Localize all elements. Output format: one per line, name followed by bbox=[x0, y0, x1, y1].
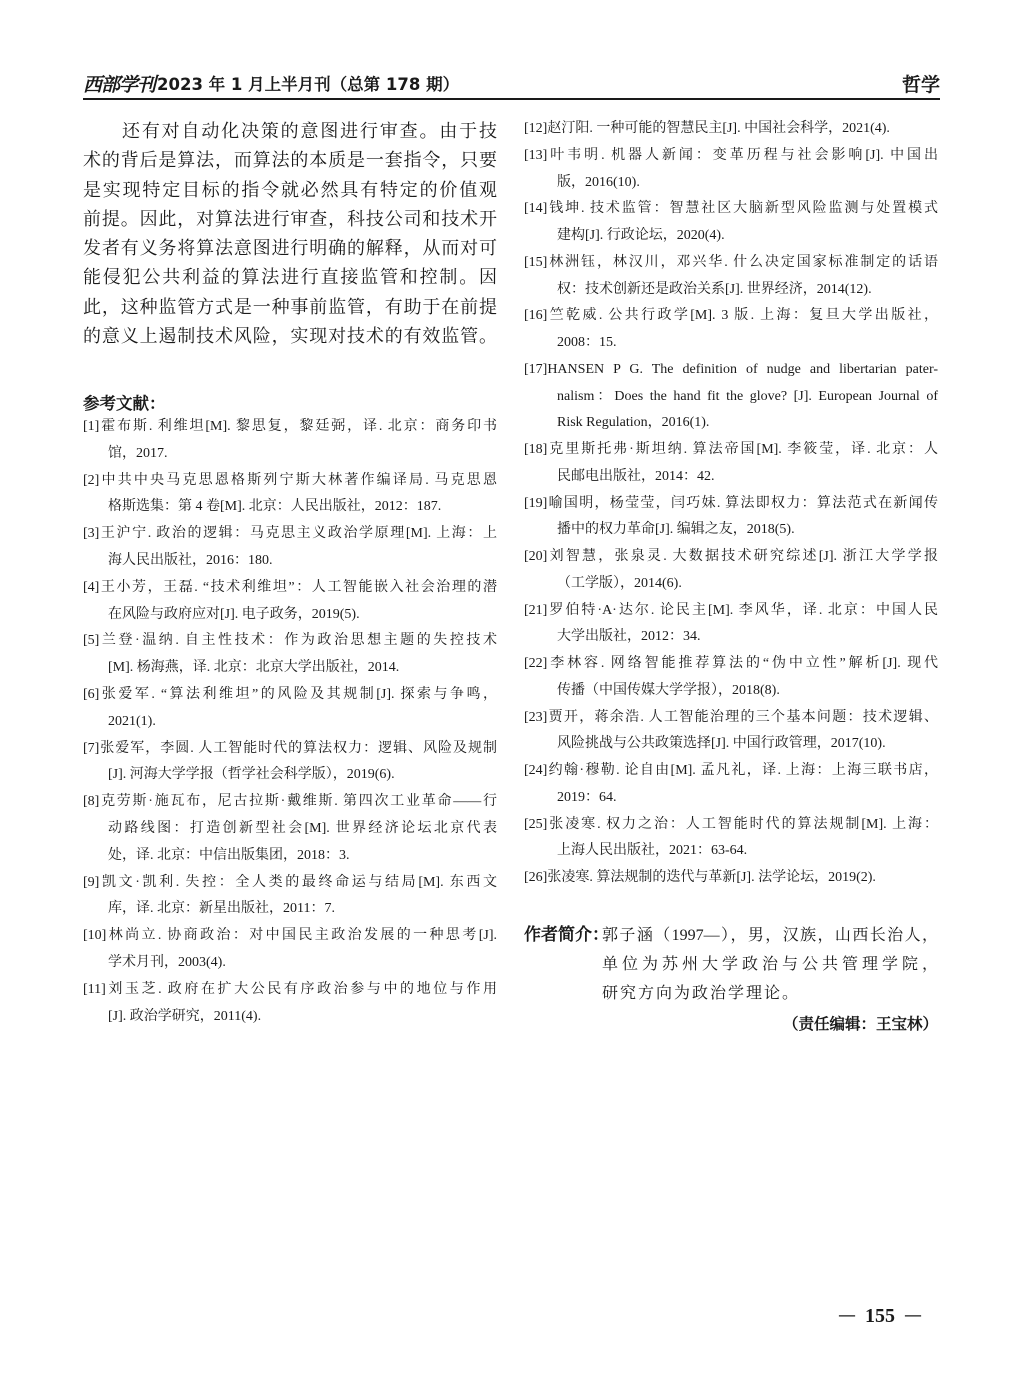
reference-line: Risk Regulation，2016(1). bbox=[557, 415, 710, 431]
reference-item bbox=[524, 705, 938, 759]
reference-item bbox=[524, 357, 938, 437]
reference-item bbox=[83, 682, 497, 736]
reference-line: [23]贾开，蒋余浩. 人工智能治理的三个基本问题：技术逻辑、 bbox=[524, 709, 938, 725]
reference-item bbox=[524, 651, 938, 705]
reference-line: [21]罗伯特·A·达尔. 论民主[M]. 李风华，译. 北京：中国人民 bbox=[524, 602, 938, 618]
reference-item bbox=[524, 865, 938, 892]
body-line: 是实现特定目标的指令就必然具有特定的价值观 bbox=[83, 179, 497, 200]
body-line: 此，这种监管方式是一种事前监管，有助于在前提 bbox=[83, 296, 497, 317]
reference-item bbox=[524, 250, 938, 304]
reference-line: [8]克劳斯·施瓦布，尼古拉斯·戴维斯. 第四次工业革命——行 bbox=[83, 794, 497, 810]
reference-line: [1]霍布斯. 利维坦[M]. 黎思复，黎廷弼，译. 北京：商务印书 bbox=[83, 419, 497, 434]
reference-line: 格斯选集：第 4 卷[M]. 北京：人民出版社，2012：187. bbox=[108, 499, 442, 515]
reference-line: [4]王小芳，王磊. “技术利维坦”：人工智能嵌入社会治理的潜 bbox=[83, 579, 497, 595]
reference-line: 建构[J]. 行政论坛，2020(4). bbox=[557, 228, 725, 243]
reference-line: 上海人民出版社，2021：63-64. bbox=[557, 843, 748, 859]
reference-line: [9]凯文·凯利. 失控：全人类的最终命运与结局[M]. 东西文 bbox=[83, 874, 497, 890]
reference-line: 库，译. 北京：新星出版社，2011：7. bbox=[108, 901, 335, 917]
reference-item bbox=[524, 598, 938, 652]
reference-line: [J]. 政治学研究，2011(4). bbox=[108, 1008, 262, 1024]
header-left bbox=[83, 74, 459, 96]
reference-line: 2019：64. bbox=[557, 789, 617, 805]
reference-item bbox=[524, 196, 938, 250]
body-line: 术的背后是算法，而算法的本质是一套指令，只要 bbox=[83, 150, 497, 171]
reference-item bbox=[524, 758, 938, 812]
body-line: 发者有义务将算法意图进行明确的解释，从而对可 bbox=[83, 238, 497, 259]
reference-item bbox=[524, 544, 938, 598]
section-label: 哲学 bbox=[901, 74, 940, 96]
reference-line: [13]叶韦明. 机器人新闻：变革历程与社会影响[J]. 中国出 bbox=[524, 147, 938, 163]
reference-line: 大学出版社，2012：34. bbox=[557, 629, 701, 645]
page-number: 155 bbox=[865, 1305, 895, 1327]
issue-info: 2023 年 1 月上半月刊（总第 178 期） bbox=[157, 75, 460, 94]
reference-line: 学术月刊，2003(4). bbox=[108, 954, 226, 970]
reference-item bbox=[83, 521, 497, 575]
reference-line: [17]HANSEN P G. The definition of nudge and libertarian pater- bbox=[524, 361, 938, 377]
reference-line: [6]张爱军. “算法利维坦”的风险及其规制[J]. 探索与争鸣， bbox=[83, 686, 497, 702]
reference-line: 2008：15. bbox=[557, 335, 617, 350]
author-bio bbox=[524, 921, 938, 1008]
reference-line: [2]中共中央马克思恩格斯列宁斯大林著作编译局. 马克思恩 bbox=[83, 472, 497, 488]
reference-line: 海人民出版社，2016：180. bbox=[108, 552, 273, 568]
reference-item bbox=[83, 977, 497, 1031]
reference-line: 动路线图：打造创新型社会[M]. 世界经济论坛北京代表 bbox=[108, 820, 497, 836]
reference-item bbox=[83, 736, 497, 790]
author-bio-row bbox=[524, 921, 938, 950]
reference-line: [24]约翰·穆勒. 论自由[M]. 孟凡礼，译. 上海：上海三联书店， bbox=[524, 763, 938, 778]
author-bio-line: 单位为苏州大学政治与公共管理学院， bbox=[602, 956, 938, 973]
author-bio-line: 郭子涵（1997—），男，汉族，山西长治人， bbox=[602, 927, 938, 944]
reference-line: [14]钱坤. 技术监管：智慧社区大脑新型风险监测与处置模式 bbox=[524, 201, 938, 217]
reference-item bbox=[83, 789, 497, 869]
reference-line: 馆，2017. bbox=[108, 445, 168, 461]
reference-line: 传播（中国传媒大学学报），2018(8). bbox=[557, 682, 780, 698]
page-header bbox=[83, 72, 940, 100]
reference-line: [20]刘智慧，张泉灵. 大数据技术研究综述[J]. 浙江大学学报 bbox=[524, 549, 938, 564]
author-bio-row bbox=[524, 950, 938, 979]
reference-line: [18]克里斯托弗·斯坦纳. 算法帝国[M]. 李筱莹，译. 北京：人 bbox=[524, 442, 938, 457]
footer-dash: — bbox=[904, 1305, 922, 1326]
reference-line: [22]李林容. 网络智能推荐算法的“伪中立性”解析[J]. 现代 bbox=[524, 656, 938, 671]
responsible-editor: （责任编辑：王宝林） bbox=[782, 1015, 938, 1033]
body-line: 前提。因此，对算法进行审查，科技公司和技术开 bbox=[83, 208, 497, 229]
reference-line: [3]王沪宁. 政治的逻辑：马克思主义政治学原理[M]. 上海：上 bbox=[83, 526, 497, 542]
reference-line: [7]张爱军，李圆. 人工智能时代的算法权力：逻辑、风险及规制 bbox=[83, 740, 497, 756]
references-heading: 参考文献： bbox=[83, 394, 166, 413]
reference-line: [10]林尚立. 协商政治：对中国民主政治发展的一种思考[J]. bbox=[83, 928, 497, 944]
reference-line: 处，译. 北京：中信出版集团，2018：3. bbox=[108, 847, 350, 863]
reference-item bbox=[83, 628, 497, 682]
reference-line: [12]赵汀阳. 一种可能的智慧民主[J]. 中国社会科学，2021(4). bbox=[524, 121, 890, 136]
reference-line: [11]刘玉芝. 政府在扩大公民有序政治参与中的地位与作用 bbox=[83, 981, 497, 997]
body-line: 的意义上遏制技术风险，实现对技术的有效监管。 bbox=[83, 326, 497, 347]
reference-item bbox=[524, 491, 938, 545]
reference-line: 权：技术创新还是政治关系[J]. 世界经济，2014(12). bbox=[557, 281, 872, 297]
reference-item bbox=[83, 923, 497, 977]
reference-line: [25]张凌寒. 权力之治：人工智能时代的算法规制[M]. 上海： bbox=[524, 816, 938, 832]
reference-line: [5]兰登·温纳. 自主性技术：作为政治思想主题的失控技术 bbox=[83, 633, 497, 649]
body-line: 能侵犯公共利益的算法进行直接监管和控制。因 bbox=[83, 267, 497, 288]
reference-line: [16]竺乾威. 公共行政学[M]. 3 版. 上海：复旦大学出版社， bbox=[524, 308, 938, 324]
reference-item bbox=[524, 812, 938, 866]
reference-item bbox=[524, 143, 938, 197]
references-right-column bbox=[524, 116, 938, 892]
reference-line: 在风险与政府应对[J]. 电子政务，2019(5). bbox=[108, 606, 360, 622]
reference-line: [19]喻国明，杨莹莹，闫巧妹. 算法即权力：算法范式在新闻传 bbox=[524, 495, 938, 511]
body-line: 还有对自动化决策的意图进行审查。由于技 bbox=[122, 121, 497, 141]
references-left-column bbox=[83, 414, 497, 1030]
journal-logo: 西部学刊 bbox=[83, 74, 156, 96]
reference-line: [26]张凌寒. 算法规制的迭代与革新[J]. 法学论坛，2019(2). bbox=[524, 870, 876, 885]
reference-line: 民邮电出版社，2014：42. bbox=[557, 468, 715, 484]
author-bio-line: 研究方向为政治学理论。 bbox=[602, 985, 801, 1002]
reference-line: [15]林洲钰，林汉川，邓兴华. 什么决定国家标准制定的话语 bbox=[524, 254, 938, 270]
page-footer bbox=[820, 1303, 940, 1329]
author-bio-row bbox=[524, 979, 938, 1008]
reference-item bbox=[83, 414, 497, 468]
reference-line: （工学版），2014(6). bbox=[557, 575, 682, 591]
author-bio-label: 作者简介： bbox=[524, 925, 609, 945]
reference-item bbox=[524, 437, 938, 491]
reference-line: 风险挑战与公共政策选择[J]. 中国行政管理，2017(10). bbox=[557, 736, 886, 752]
reference-item bbox=[524, 116, 938, 143]
reference-item bbox=[83, 870, 497, 924]
reference-line: 版，2016(10). bbox=[557, 174, 640, 190]
reference-line: [M]. 杨海燕，译. 北京：北京大学出版社，2014. bbox=[108, 660, 400, 676]
reference-line: 2021(1). bbox=[108, 713, 156, 729]
reference-item bbox=[83, 468, 497, 522]
reference-item bbox=[524, 303, 938, 357]
footer-dash: — bbox=[838, 1305, 856, 1326]
reference-line: [J]. 河海大学学报（哲学社会科学版），2019(6). bbox=[108, 767, 395, 783]
reference-item bbox=[83, 575, 497, 629]
reference-line: nalism：Does the hand fit the glove? [J]. European Journal of bbox=[557, 388, 938, 404]
reference-line: 播中的权力革命[J]. 编辑之友，2018(5). bbox=[557, 522, 795, 538]
body-text bbox=[83, 117, 497, 351]
